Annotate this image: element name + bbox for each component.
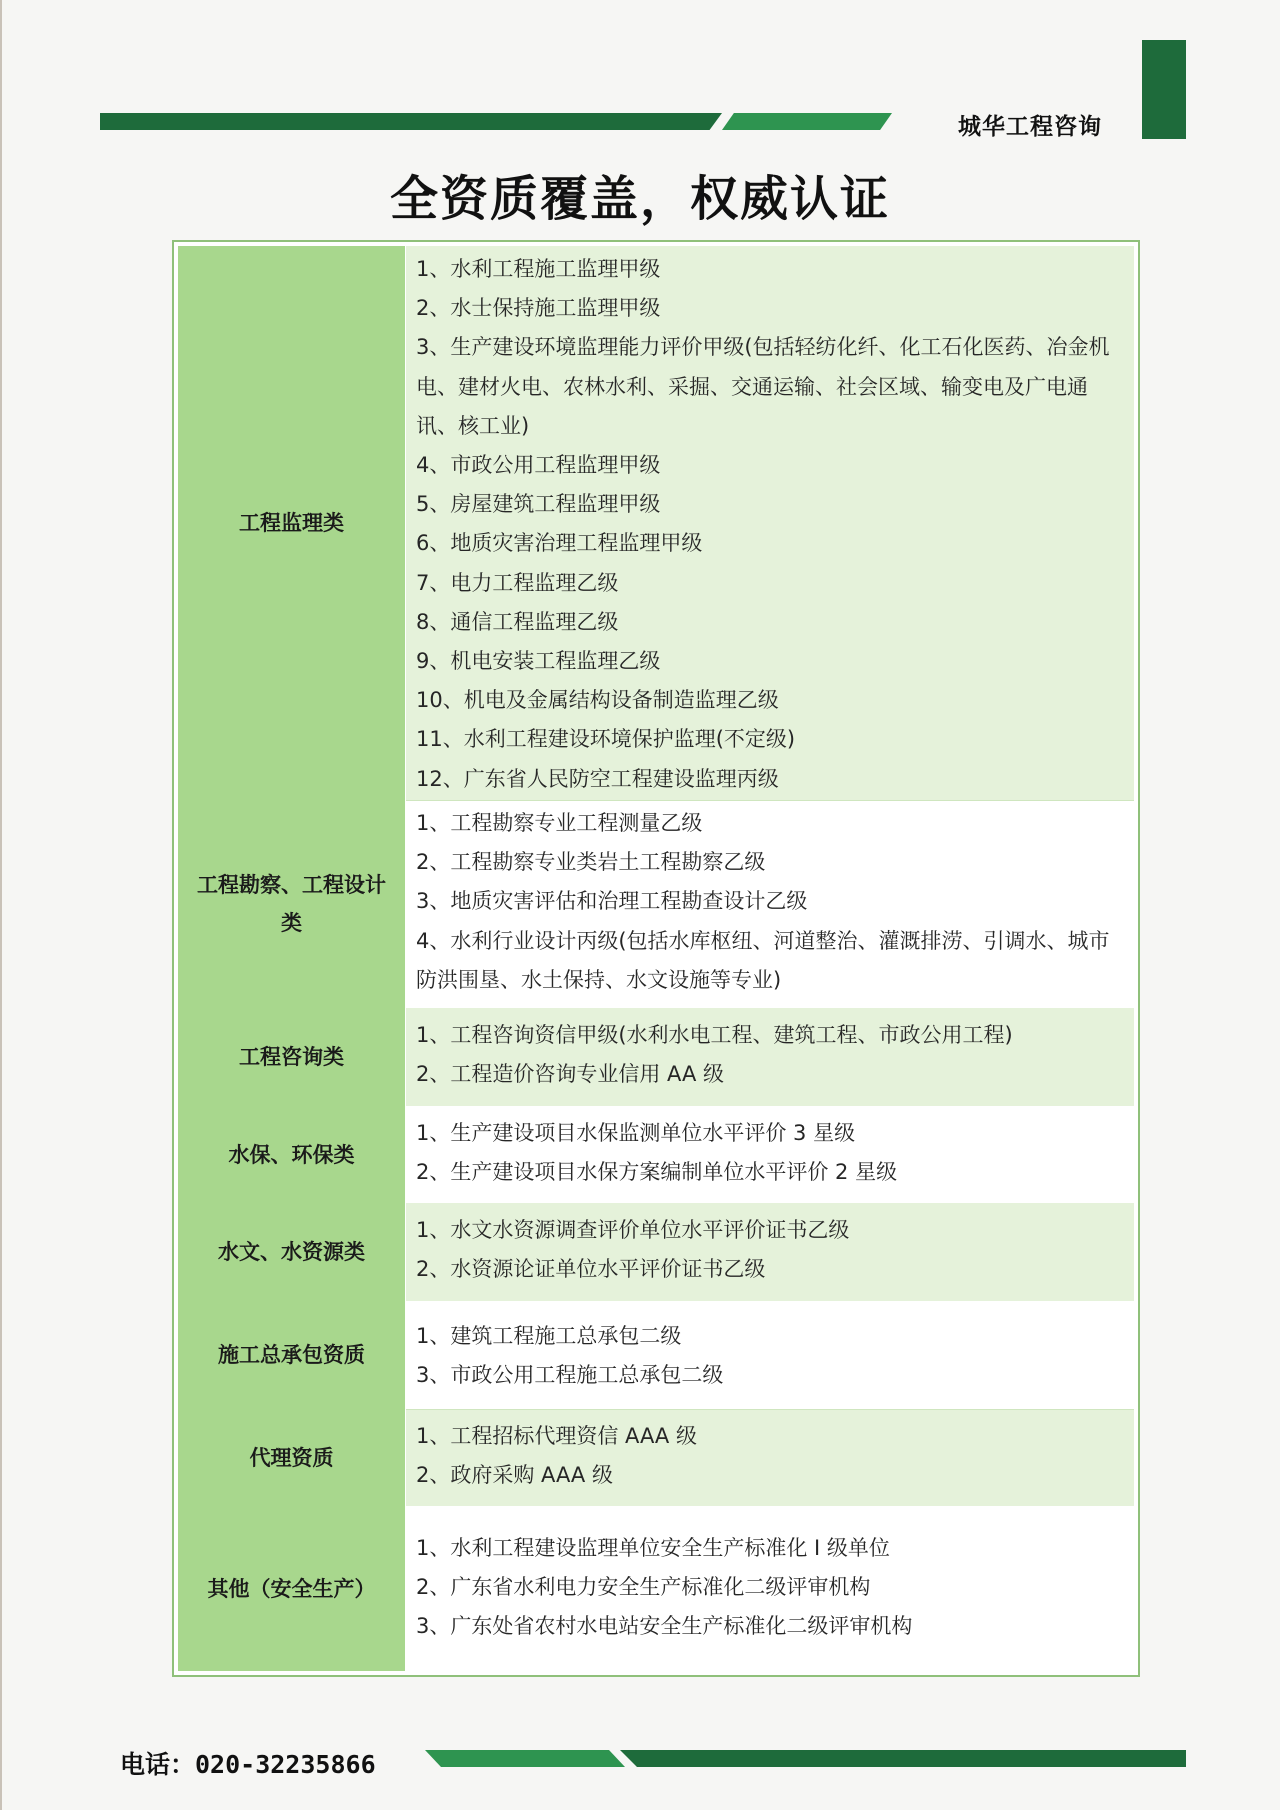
category-cell: 施工总承包资质: [178, 1301, 406, 1409]
list-item: 1、生产建设项目水保监测单位水平评价 3 星级: [416, 1121, 856, 1145]
list-item: 3、地质灾害评估和治理工程勘查设计乙级: [416, 889, 808, 914]
list-item: 3、生产建设环境监理能力评价甲级(包括轻纺化纤、化工石化医药、冶金机电、建材火电、农林水利、采掘、交通运输、社会区域、输变电及广电通讯、核工业): [416, 335, 1110, 438]
list-item: 4、水利行业设计丙级(包括水库枢纽、河道整治、灌溉排涝、引调水、城市防洪围垦、水土保持、水文设施等专业): [416, 928, 1110, 992]
table-row: [178, 1008, 1134, 1106]
items-cell: [406, 1008, 1134, 1106]
phone-number: 电话：020-32235866: [120, 1750, 376, 1779]
page-title: 全资质覆盖，权威认证: [389, 171, 890, 227]
header-accent-block: [1142, 40, 1186, 139]
list-item: 1、水文水资源调查评价单位水平评价证书乙级: [416, 1218, 850, 1242]
category-cell: 水保、环保类: [178, 1106, 406, 1203]
footer-bar-dark: [620, 1750, 1186, 1767]
items-cell: [406, 800, 1134, 1008]
header-bar-light: [722, 113, 892, 130]
items-cell: [406, 1301, 1134, 1409]
list-item: 2、广东省水利电力安全生产标准化二级评审机构: [416, 1575, 871, 1600]
list-item: 1、建筑工程施工总承包二级: [416, 1324, 682, 1348]
table-row: [178, 246, 1134, 800]
list-item: 1、水利工程建设监理单位安全生产标准化 I 级单位: [416, 1536, 890, 1560]
list-item: 2、工程造价咨询专业信用 AA 级: [416, 1062, 725, 1087]
category-cell: 水文、水资源类: [178, 1203, 406, 1301]
list-item: 2、政府采购 AAA 级: [416, 1463, 613, 1488]
list-item: 7、电力工程监理乙级: [416, 570, 619, 595]
table-row: [178, 800, 1134, 1008]
category-cell: 工程勘察、工程设计类: [178, 800, 406, 1008]
list-item: 12、广东省人民防空工程建设监理丙级: [416, 766, 779, 791]
qualification-table: [172, 240, 1140, 1677]
list-item: 1、工程勘察专业工程测量乙级: [416, 811, 703, 835]
page-edge: [0, 0, 2, 1810]
table-row: [178, 1409, 1134, 1506]
category-cell: 工程咨询类: [178, 1008, 406, 1106]
table-row: [178, 1106, 1134, 1203]
items-cell: [406, 1106, 1134, 1203]
header-bar-dark: [100, 113, 722, 130]
row-divider: [406, 1409, 1134, 1410]
list-item: 11、水利工程建设环境保护监理(不定级): [416, 727, 796, 752]
list-item: 5、房屋建筑工程监理甲级: [416, 492, 661, 517]
list-item: 2、水资源论证单位水平评价证书乙级: [416, 1257, 766, 1282]
list-item: 1、水利工程施工监理甲级: [416, 257, 661, 281]
category-cell: 工程监理类: [178, 246, 406, 800]
category-cell: 其他（安全生产）: [178, 1506, 406, 1671]
table-row: [178, 1506, 1134, 1671]
footer-bar-light: [425, 1750, 625, 1767]
list-item: 2、水士保持施工监理甲级: [416, 296, 661, 321]
brand-name: 城华工程咨询: [958, 114, 1102, 140]
list-item: 6、地质灾害治理工程监理甲级: [416, 531, 703, 556]
list-item: 3、广东处省农村水电站安全生产标准化二级评审机构: [416, 1614, 913, 1639]
list-item: 2、生产建设项目水保方案编制单位水平评价 2 星级: [416, 1160, 898, 1185]
list-item: 4、市政公用工程监理甲级: [416, 453, 661, 478]
row-divider: [406, 800, 1134, 801]
table-row: [178, 1301, 1134, 1409]
list-item: 9、机电安装工程监理乙级: [416, 649, 661, 674]
items-cell: [406, 1203, 1134, 1301]
list-item: 10、机电及金属结构设备制造监理乙级: [416, 688, 779, 713]
list-item: 1、工程咨询资信甲级(水利水电工程、建筑工程、市政公用工程): [416, 1023, 1013, 1047]
items-cell: [406, 246, 1134, 800]
list-item: 3、市政公用工程施工总承包二级: [416, 1363, 724, 1388]
list-item: 8、通信工程监理乙级: [416, 609, 619, 634]
items-cell: [406, 1409, 1134, 1506]
list-item: 2、工程勘察专业类岩土工程勘察乙级: [416, 850, 766, 875]
table-row: [178, 1203, 1134, 1301]
category-cell: 代理资质: [178, 1409, 406, 1506]
items-cell: [406, 1506, 1134, 1671]
list-item: 1、工程招标代理资信 AAA 级: [416, 1424, 697, 1448]
